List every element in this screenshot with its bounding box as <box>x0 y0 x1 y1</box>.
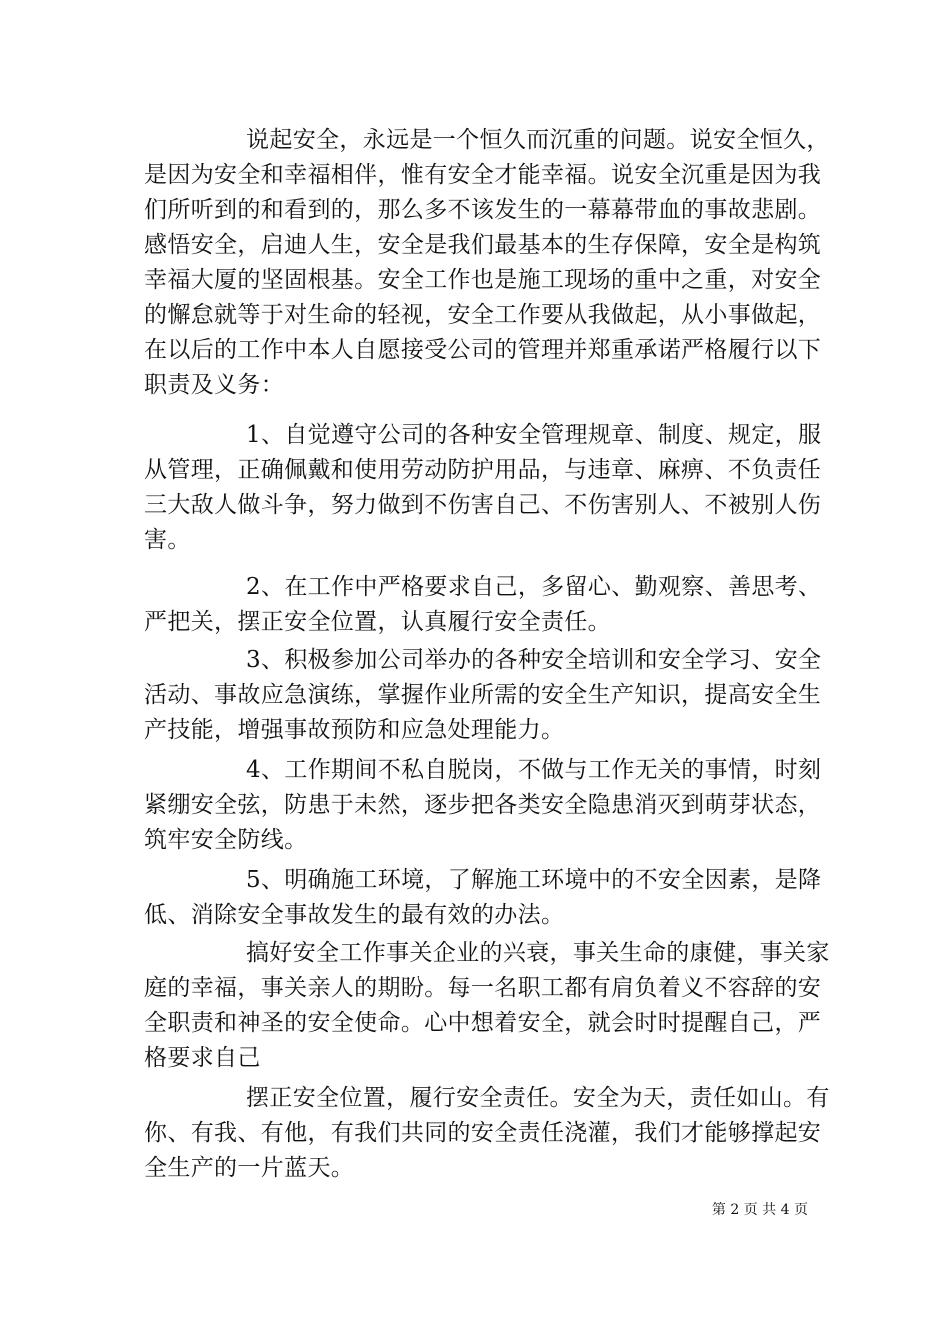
paragraph-line: 职责及义务： <box>144 372 285 398</box>
list-item-3-line: 3、积极参加公司举办的各种安全培训和安全学习、安全 <box>246 647 822 673</box>
list-item-1-line: 从管理，正确佩戴和使用劳动防护用品，与违章、麻痹、不负责任 <box>144 457 822 483</box>
paragraph-line: 搞好安全工作事关企业的兴衰，事关生命的康健，事关家 <box>246 940 830 966</box>
list-item-4-line: 4、工作期间不私自脱岗，不做与工作无关的事情，时刻 <box>246 757 822 783</box>
list-item-5-line: 低、消除安全事故发生的最有效的办法。 <box>144 902 565 928</box>
list-item-3-line: 产技能，增强事故预防和应急处理能力。 <box>144 717 565 743</box>
paragraph-line: 格要求自己 <box>144 1045 261 1071</box>
paragraph-line: 全职责和神圣的安全使命。心中想着安全，就会时时提醒自己，严 <box>144 1010 822 1036</box>
paragraph-line: 摆正安全位置，履行安全责任。安全为天，责任如山。有 <box>246 1085 830 1111</box>
paragraph-line: 感悟安全，启迪人生，安全是我们最基本的生存保障，安全是构筑 <box>144 232 822 258</box>
page-number-footer: 第 2 页 共 4 页 <box>711 1202 808 1218</box>
paragraph-line: 幸福大厦的坚固根基。安全工作也是施工现场的重中之重，对安全 <box>144 267 822 293</box>
list-item-1-line: 三大敌人做斗争，努力做到不伤害自己、不伤害别人、不被别人伤 <box>144 492 822 518</box>
list-item-4-line: 筑牢安全防线。 <box>144 827 308 853</box>
list-item-5-line: 5、明确施工环境，了解施工环境中的不安全因素，是降 <box>246 867 822 893</box>
paragraph-line: 的懈怠就等于对生命的轻视，安全工作要从我做起，从小事做起， <box>144 302 822 328</box>
list-item-3-line: 活动、事故应急演练，掌握作业所需的安全生产知识，提高安全生 <box>144 682 822 708</box>
list-item-1-line: 1、自觉遵守公司的各种安全管理规章、制度、规定，服 <box>246 422 822 448</box>
paragraph-line: 说起安全，永远是一个恒久而沉重的问题。说安全恒久， <box>246 127 830 153</box>
list-item-2-line: 严把关，摆正安全位置，认真履行安全责任。 <box>144 609 611 635</box>
paragraph-line: 你、有我、有他，有我们共同的安全责任浇灌，我们才能够撑起安 <box>144 1120 822 1146</box>
paragraph-line: 庭的幸福，事关亲人的期盼。每一名职工都有肩负着义不容辞的安 <box>144 975 822 1001</box>
paragraph-line: 全生产的一片蓝天。 <box>144 1155 355 1181</box>
paragraph-line: 是因为安全和幸福相伴，惟有安全才能幸福。说安全沉重是因为我 <box>144 162 822 188</box>
paragraph-line: 在以后的工作中本人自愿接受公司的管理并郑重承诺严格履行以下 <box>144 337 822 363</box>
list-item-4-line: 紧绷安全弦，防患于未然，逐步把各类安全隐患消灭到萌芽状态， <box>144 792 822 818</box>
paragraph-line: 们所听到的和看到的，那么多不该发生的一幕幕带血的事故悲剧。 <box>144 197 822 223</box>
list-item-2-line: 2、在工作中严格要求自己，多留心、勤观察、善思考、 <box>246 574 822 600</box>
list-item-1-line: 害。 <box>144 527 191 553</box>
